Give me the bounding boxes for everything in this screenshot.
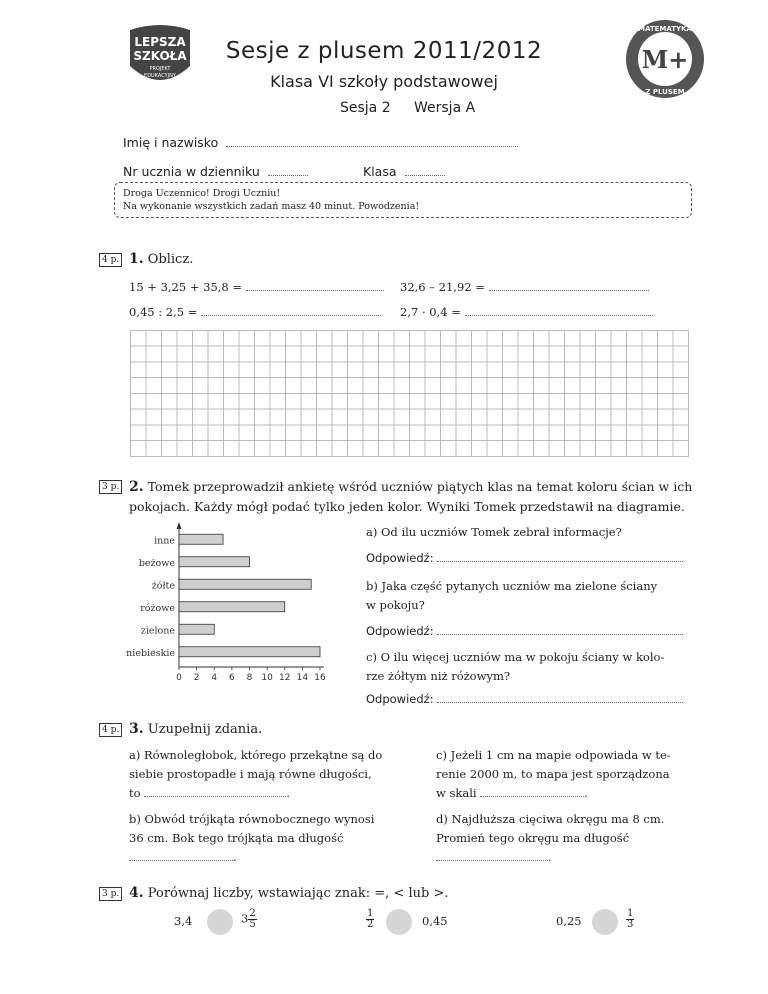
- chart-bar-0: [179, 534, 223, 544]
- svg-text:EDUKACYJNY: EDUKACYJNY: [144, 73, 176, 79]
- q4-pair-1-den: 5: [249, 919, 256, 930]
- q2-points: 3 p.: [99, 480, 122, 494]
- q4-pair-1-right: [241, 909, 257, 930]
- q2-b: [366, 577, 657, 615]
- svg-text:Z PLUSEM: Z PLUSEM: [645, 88, 685, 96]
- svg-text:SZKOŁA: SZKOŁA: [133, 49, 187, 63]
- chart-category-label: niebieskie: [126, 647, 175, 659]
- q4-pair-3-num: 1: [627, 908, 634, 919]
- session-label: Sesja 2: [340, 100, 391, 116]
- q3-a-answer[interactable]: [144, 784, 286, 797]
- q3-a: [129, 746, 382, 803]
- q1-answer-4[interactable]: [465, 303, 653, 316]
- q2-a: a) Od ilu uczniów Tomek zebrał informacje?: [366, 525, 622, 539]
- chart-y-axis-arrow: [177, 522, 182, 529]
- q4-pair-3-left: 0,25: [556, 914, 582, 928]
- q3-points: 4 p.: [99, 723, 122, 737]
- q4-pair-2-fraction: [366, 909, 374, 930]
- q4-pair-1-sign-circle[interactable]: [207, 909, 233, 935]
- svg-text:PROJEKT: PROJEKT: [149, 66, 171, 72]
- q4-pair-1-left: 3,4: [174, 914, 193, 928]
- q4-pair-3-sign-circle[interactable]: [592, 909, 618, 935]
- q4-pair-1-num: 2: [249, 908, 256, 919]
- q3-d-line-2: Promień tego okręgu ma długość: [436, 831, 630, 845]
- q2-text-1: Tomek przeprowadził ankietę wśród uczniów piątych klas na temat koloru ścian w ich: [147, 479, 693, 494]
- chart-category-label: beżowe: [138, 557, 175, 569]
- q4-title: Porównaj liczby, wstawiając znak: =, < lub >.: [147, 886, 449, 901]
- q3-number: 3.: [129, 721, 144, 737]
- q4-number: 4.: [129, 885, 144, 901]
- chart-category-label: żółte: [151, 580, 175, 592]
- number-label: Nr ucznia w dzienniku: [123, 164, 260, 179]
- chart-category-label: zielone: [140, 625, 175, 637]
- q2-b-line-1: b) Jaka część pytanych uczniów ma zielone ściany: [366, 579, 658, 593]
- q2-b-answer-row: [366, 622, 683, 641]
- q2-a-answer[interactable]: [437, 549, 683, 562]
- q3-b-line-2: 36 cm. Bok tego trójkąta ma długość: [129, 831, 344, 845]
- q3-b: [129, 810, 374, 867]
- page-title: Sesje z plusem 2011/2012: [225, 38, 543, 64]
- q2-a-answer-label: Odpowiedź:: [366, 551, 434, 565]
- q2-text: [129, 477, 694, 516]
- chart-bar-3: [179, 602, 285, 612]
- chart-x-tick-label: 12: [279, 673, 291, 682]
- q1-points: 4 p.: [99, 253, 122, 267]
- q1-title: Oblicz.: [147, 252, 194, 267]
- q1-expr-3: [129, 303, 381, 322]
- number-field-row: [123, 163, 308, 179]
- class-field-row: [363, 163, 445, 179]
- q3-c-line-3-text: w skali: [436, 786, 477, 800]
- q4-header: [129, 885, 448, 901]
- version-label: Wersja A: [414, 100, 476, 116]
- q3-d: [436, 810, 664, 867]
- q1-header: [129, 251, 193, 267]
- q1-number: 1.: [129, 251, 144, 267]
- q1-expr-2-text: 32,6 – 21,92 =: [400, 280, 485, 294]
- chart-x-tick-label: 4: [211, 673, 218, 682]
- q3-b-line-3: .: [129, 848, 374, 867]
- q2-c-answer-row: [366, 690, 683, 709]
- notice-line-2: Na wykonanie wszystkich zadań masz 40 minut. Powodzenia!: [123, 201, 420, 212]
- chart-x-tick-label: 14: [296, 673, 309, 682]
- q2-c: [366, 648, 664, 686]
- number-field[interactable]: [268, 163, 308, 176]
- name-label: Imię i nazwisko: [123, 135, 219, 150]
- q3-b-line-1: b) Obwód trójkąta równobocznego wynosi: [129, 812, 375, 826]
- q3-b-answer[interactable]: [129, 848, 233, 861]
- q3-c-line-3: w skali .: [436, 786, 588, 800]
- q3-c-answer[interactable]: [480, 784, 584, 797]
- q1-answer-1[interactable]: [246, 278, 384, 291]
- chart-x-tick-label: 8: [246, 673, 253, 682]
- q1-answer-3[interactable]: [201, 303, 381, 316]
- q1-answer-2[interactable]: [489, 278, 649, 291]
- q1-expr-4: [400, 303, 653, 322]
- chart-bar-2: [179, 579, 311, 589]
- chart-x-tick-label: 0: [176, 673, 182, 682]
- q2-b-answer-label: Odpowiedź:: [366, 624, 434, 638]
- page-subtitle: Klasa VI szkoły podstawowej: [270, 72, 498, 91]
- q2-c-line-2: rze żółtym niż różowym?: [366, 669, 511, 683]
- notice-line-1: Droga Uczennico! Drogi Uczniu!: [123, 188, 281, 199]
- q1-expr-3-text: 0,45 : 2,5 =: [129, 305, 198, 319]
- q1-expr-1-text: 15 + 3,25 + 35,8 =: [129, 280, 243, 294]
- q2-a-answer-row: [366, 549, 683, 568]
- q3-a-line-3: to .: [129, 786, 290, 800]
- q2-c-answer[interactable]: [437, 690, 683, 703]
- q1-expr-4-text: 2,7 · 0,4 =: [400, 305, 461, 319]
- q4-pair-1-fraction: [248, 909, 256, 930]
- q3-d-line-1: d) Najdłuższa cięciwa okręgu ma 8 cm.: [436, 812, 665, 826]
- q4-pair-2-den: 2: [367, 919, 374, 930]
- q4-points: 3 p.: [99, 887, 122, 901]
- q2-b-line-2: w pokoju?: [366, 598, 425, 612]
- q3-c: [436, 746, 671, 803]
- q3-title: Uzupełnij zdania.: [147, 722, 263, 737]
- svg-text:M+: M+: [641, 45, 689, 74]
- q4-pair-2-left: [366, 909, 374, 930]
- q2-line-1: [129, 477, 694, 497]
- q4-pair-2-sign-circle[interactable]: [386, 909, 412, 935]
- q3-c-line-1: c) Jeżeli 1 cm na mapie odpowiada w te-: [436, 748, 671, 762]
- name-field[interactable]: [226, 134, 518, 147]
- q2-b-answer[interactable]: [437, 622, 683, 635]
- q2-c-answer-label: Odpowiedź:: [366, 692, 434, 706]
- q3-header: [129, 721, 262, 737]
- q2-number: 2.: [129, 479, 144, 495]
- class-label: Klasa: [363, 164, 397, 179]
- chart-bar-1: [179, 557, 250, 567]
- q3-a-line-3-text: to: [129, 786, 141, 800]
- svg-text:LEPSZA: LEPSZA: [134, 35, 186, 49]
- q1-expr-2: [400, 278, 649, 297]
- chart-bar-5: [179, 647, 320, 657]
- q3-a-line-1: a) Równoległobok, którego przekątne są do: [129, 748, 383, 762]
- chart-x-tick-label: 2: [193, 673, 200, 682]
- q4-pair-3-right: [626, 909, 634, 930]
- q4-pair-1-whole: 3: [241, 911, 249, 926]
- q4-pair-3-fraction: [626, 909, 634, 930]
- q3-c-line-2: renie 2000 m, to mapa jest sporządzona: [436, 767, 670, 781]
- chart-x-tick-label: 6: [229, 673, 235, 682]
- class-field[interactable]: [405, 163, 445, 176]
- chart-category-label: różowe: [140, 602, 175, 614]
- q4-pair-3-den: 3: [627, 919, 634, 930]
- q1-expr-1: [129, 278, 384, 297]
- chart-category-label: inne: [154, 535, 175, 547]
- bar-chart: [100, 522, 340, 682]
- q2-text-2: pokojach. Każdy mógł podać tylko jeden kolor. Wyniki Tomek przedstawił na diagramie.: [129, 499, 685, 514]
- q3-a-line-2: siebie prostopadłe i mają równe długości,: [129, 767, 372, 781]
- work-grid[interactable]: [130, 330, 689, 457]
- chart-x-tick-label: 16: [314, 673, 326, 682]
- q2-c-line-1: c) O ilu więcej uczniów ma w pokoju ściany w kolo-: [366, 650, 665, 664]
- chart-x-tick-label: 10: [261, 673, 273, 682]
- notice-box: [114, 182, 692, 218]
- name-field-row: [123, 134, 518, 150]
- q3-d-line-3: .: [436, 848, 664, 867]
- q4-pair-2-right: 0,45: [422, 914, 448, 928]
- chart-bar-4: [179, 624, 214, 634]
- svg-text:MATEMATYKA: MATEMATYKA: [638, 25, 692, 33]
- q4-pair-2-num: 1: [367, 908, 374, 919]
- q3-d-answer[interactable]: [436, 848, 548, 861]
